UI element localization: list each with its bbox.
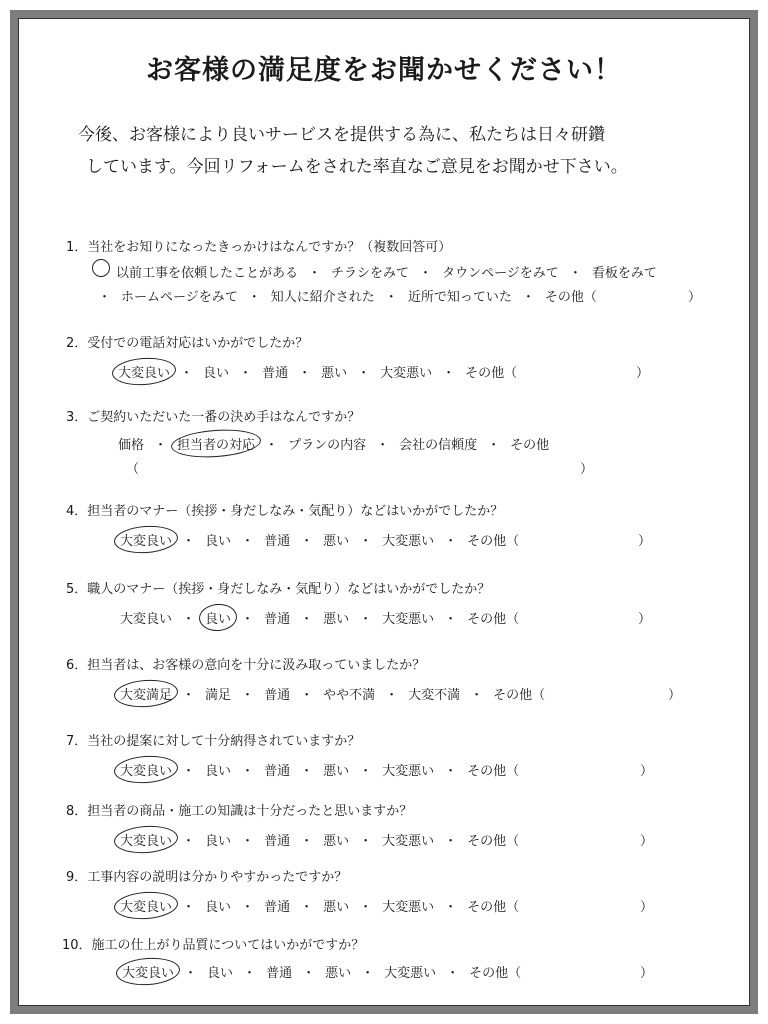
option[interactable]: 悪い — [325, 966, 352, 981]
question-6: 6．担当者は、お客様の意向を十分に汲み取っていましたか？ — [66, 658, 426, 673]
option[interactable]: 普通 — [262, 366, 289, 381]
option[interactable]: その他（ — [467, 764, 520, 779]
option[interactable]: 満足 — [205, 688, 232, 703]
question-3: 3．ご契約いただいた一番の決め手はなんですか？ — [66, 410, 361, 425]
option-selected[interactable]: 良い — [205, 608, 231, 627]
option[interactable]: 悪い — [321, 366, 348, 381]
option-selected[interactable]: 大変良い — [120, 760, 172, 779]
option[interactable]: プランの内容 — [288, 438, 367, 453]
option[interactable]: 普通 — [266, 966, 293, 981]
option[interactable]: ホームページをみて — [121, 290, 238, 305]
option[interactable]: 良い — [205, 900, 232, 915]
option[interactable]: 悪い — [323, 534, 350, 549]
option[interactable]: 普通 — [264, 764, 291, 779]
option[interactable]: 良い — [203, 366, 230, 381]
option[interactable]: やや不満 — [323, 688, 376, 703]
option[interactable]: 普通 — [264, 534, 291, 549]
option[interactable]: 悪い — [323, 900, 350, 915]
question-10-options: 大変良い ・ 良い ・ 普通 ・ 悪い ・ 大変悪い ・ その他（ — [122, 962, 521, 981]
question-3-options: 価格 ・ 担当者の対応 ・ プランの内容 ・ 会社の信頼度 ・ その他 — [118, 434, 549, 453]
question-9-options: 大変良い ・ 良い ・ 普通 ・ 悪い ・ 大変悪い ・ その他（ — [120, 896, 519, 915]
option[interactable]: その他（ — [467, 612, 520, 627]
question-7: 7．当社の提案に対して十分納得されていますか？ — [66, 734, 361, 749]
option[interactable]: その他（ — [493, 688, 546, 703]
answer-mark-circle — [92, 259, 110, 277]
question-4-options: 大変良い ・ 良い ・ 普通 ・ 悪い ・ 大変悪い ・ その他（ — [120, 530, 519, 549]
option[interactable]: 悪い — [323, 612, 350, 627]
option[interactable]: 近所で知っていた — [407, 290, 512, 305]
option[interactable]: その他（ — [467, 900, 520, 915]
question-2-options: 大変良い ・ 良い ・ 普通 ・ 悪い ・ 大変悪い ・ その他（ — [118, 362, 517, 381]
question-1-options-line-1: 以前工事を依頼したことがある ・ チラシをみて ・ タウンページをみて ・ 看板をみて — [116, 262, 657, 281]
option[interactable]: 価格 — [118, 438, 145, 453]
option-selected[interactable]: 担当者の対応 — [177, 434, 255, 453]
option[interactable]: 大変悪い — [382, 612, 435, 627]
option[interactable]: 普通 — [264, 688, 291, 703]
option-selected[interactable]: 大変満足 — [120, 684, 172, 703]
option[interactable]: その他（ — [469, 966, 522, 981]
question-8-options: 大変良い ・ 良い ・ 普通 ・ 悪い ・ 大変悪い ・ その他（ — [120, 830, 519, 849]
option-selected[interactable]: 大変良い — [120, 530, 172, 549]
option[interactable]: その他（ — [465, 366, 518, 381]
option[interactable]: 看板をみて — [591, 266, 657, 281]
option[interactable]: 普通 — [264, 612, 291, 627]
question-7-options: 大変良い ・ 良い ・ 普通 ・ 悪い ・ 大変悪い ・ その他（ — [120, 760, 519, 779]
intro-line-2: しています。今回リフォームをされた率直なご意見をお聞かせ下さい。 — [86, 157, 628, 177]
option[interactable]: 大変悪い — [382, 834, 435, 849]
question-1-options-line-2: ・ ホームページをみて ・ 知人に紹介された ・ 近所で知っていた ・ その他（ — [98, 286, 597, 305]
option[interactable]: 大変悪い — [384, 966, 437, 981]
option[interactable]: 大変悪い — [382, 534, 435, 549]
option[interactable]: 大変悪い — [380, 366, 433, 381]
option[interactable]: その他（ — [467, 834, 520, 849]
option[interactable]: 知人に紹介された — [270, 290, 375, 305]
option-selected[interactable]: 大変良い — [120, 830, 172, 849]
option[interactable]: 普通 — [264, 834, 291, 849]
option[interactable]: 大変悪い — [382, 764, 435, 779]
option-selected[interactable]: 大変良い — [120, 896, 172, 915]
option[interactable]: 良い — [205, 534, 232, 549]
option[interactable]: 良い — [205, 834, 232, 849]
question-5: 5．職人のマナー（挨拶・身だしなみ・気配り）などはいかがでしたか？ — [66, 582, 491, 597]
option[interactable]: 以前工事を依頼したことがある — [116, 266, 299, 281]
question-8: 8．担当者の商品・施工の知識は十分だったと思いますか？ — [66, 804, 413, 819]
option[interactable]: その他（ — [467, 534, 520, 549]
question-6-options: 大変満足 ・ 満足 ・ 普通 ・ やや不満 ・ 大変不満 ・ その他（ — [120, 684, 545, 703]
question-10: 10．施工の仕上がり品質についてはいかがですか？ — [62, 938, 365, 953]
option[interactable]: チラシをみて — [331, 266, 410, 281]
option[interactable]: タウンページをみて — [442, 266, 559, 281]
question-5-options: 大変良い ・ 良い ・ 普通 ・ 悪い ・ 大変悪い ・ その他（ — [120, 608, 519, 627]
option[interactable]: その他 — [510, 438, 550, 453]
option-selected[interactable]: 大変良い — [118, 362, 170, 381]
question-2: 2．受付での電話対応はいかがでしたか？ — [66, 336, 309, 351]
option[interactable]: 悪い — [323, 764, 350, 779]
option[interactable]: 会社の信頼度 — [399, 438, 478, 453]
option[interactable]: その他（ — [544, 290, 597, 305]
option[interactable]: 普通 — [264, 900, 291, 915]
question-1: 1．当社をお知りになったきっかけはなんですか？（複数回答可） — [66, 240, 452, 255]
option[interactable]: 悪い — [323, 834, 350, 849]
question-9: 9．工事内容の説明は分かりやすかったですか？ — [66, 870, 348, 885]
option[interactable]: 良い — [205, 764, 232, 779]
option[interactable]: 大変良い — [120, 612, 173, 627]
option[interactable]: 大変悪い — [382, 900, 435, 915]
option[interactable]: 大変不満 — [408, 688, 461, 703]
option[interactable]: 良い — [207, 966, 234, 981]
question-4: 4．担当者のマナー（挨拶・身だしなみ・気配り）などはいかがでしたか？ — [66, 504, 504, 519]
option-selected[interactable]: 大変良い — [122, 962, 174, 981]
page-title: お客様の満足度をお聞かせください！ — [146, 55, 622, 86]
intro-line-1: 今後、お客様により良いサービスを提供する為に、私たちは日々研鑽 — [78, 125, 605, 145]
